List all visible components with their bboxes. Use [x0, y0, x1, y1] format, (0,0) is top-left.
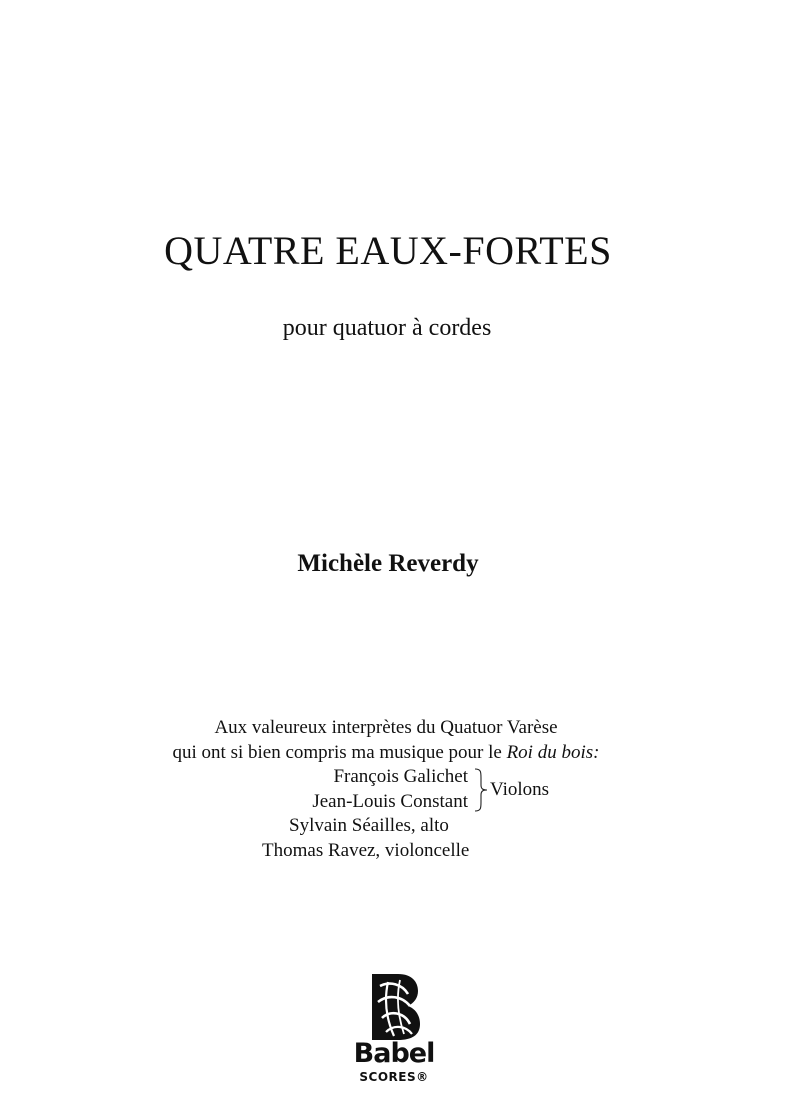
publisher-name: Babel	[353, 1038, 435, 1069]
brace-icon	[473, 768, 489, 812]
score-subtitle	[0, 312, 786, 344]
dedication-line-1: Aux valeureux interprètes du Quatuor Varèse	[214, 717, 558, 738]
dedication-line-2	[0, 741, 786, 766]
publisher-subname: SCORES®	[359, 1070, 429, 1084]
composer-name	[0, 548, 786, 580]
composer-name-text: Michèle Reverdy	[297, 550, 479, 577]
performer-3: Sylvain Séailles, alto	[289, 815, 449, 836]
score-title-text: QUATRE EAUX-FORTES	[164, 228, 612, 273]
performer-1: François Galichet	[333, 766, 468, 787]
babel-b-icon	[368, 972, 420, 1042]
performer-2: Jean-Louis Constant	[312, 791, 468, 812]
publisher-logo	[349, 972, 439, 1088]
violins-label: Violons	[490, 779, 550, 800]
dedication-work-title: Roi du bois:	[506, 741, 600, 763]
dedication-block	[0, 716, 786, 863]
score-subtitle-text: pour quatuor à cordes	[282, 315, 492, 341]
score-title	[0, 226, 786, 276]
performer-list	[0, 765, 786, 863]
dedication-line-2-text: qui ont si bien compris ma musique pour le	[172, 741, 507, 763]
performer-4: Thomas Ravez, violoncelle	[262, 840, 470, 861]
